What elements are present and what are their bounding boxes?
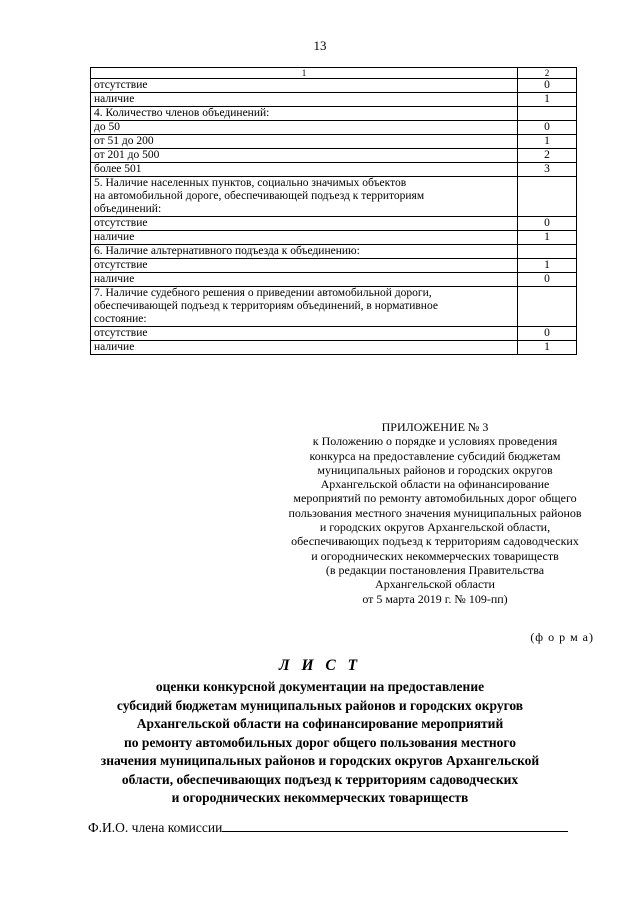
list-subtitle-line: Архангельской области на софинансирование мероприятий (136, 716, 504, 731)
annex-line: и городских округов Архангельской области, (319, 520, 551, 535)
criterion-cell: от 201 до 500 (91, 149, 518, 163)
score-cell: 0 (518, 79, 577, 93)
table-header-row (91, 68, 577, 79)
table-header-criterion: 1 (91, 68, 518, 79)
annex-line: от 5 марта 2019 г. № 109-пп) (362, 591, 508, 606)
criterion-cell: 6. Наличие альтернативного подъезда к объединению: (91, 245, 518, 259)
annex-line: муниципальных районов и городских округов (317, 462, 553, 477)
criterion-cell: наличие (91, 341, 518, 355)
table-row (91, 107, 577, 121)
annex-line: Архангельской области на офинансирование (320, 477, 550, 492)
criterion-cell: наличие (91, 93, 518, 107)
score-cell: 0 (518, 327, 577, 341)
criterion-cell: 5. Наличие населенных пунктов, социально значимых объектов на автомобильной дороге, обеспечивающей подъезд к территориям объединений: (91, 177, 518, 217)
table-row (91, 231, 577, 245)
score-cell: 0 (518, 121, 577, 135)
table-row (91, 121, 577, 135)
table-row (91, 273, 577, 287)
list-subtitle-line: и огороднических некоммерческих товариществ (171, 790, 469, 805)
signature-field (88, 818, 568, 836)
list-subtitle-line: субсидий бюджетам муниципальных районов и городских округов (116, 697, 524, 713)
score-cell: 0 (518, 273, 577, 287)
criterion-cell: наличие (91, 231, 518, 245)
annex-line: обеспечивающих подъезд к территориям садоводческих (291, 534, 579, 549)
criteria-table (90, 67, 577, 355)
criterion-cell: наличие (91, 273, 518, 287)
table-row (91, 341, 577, 355)
criterion-cell: 4. Количество членов объединений: (91, 107, 518, 121)
score-cell: 1 (518, 259, 577, 273)
table-row (91, 287, 577, 327)
table-row (91, 163, 577, 177)
annex-line: Архангельской области (375, 577, 495, 592)
criterion-cell: отсутствие (91, 79, 518, 93)
table-row (91, 327, 577, 341)
criterion-cell: до 50 (91, 121, 518, 135)
form-label: (ф о р м а) (530, 630, 594, 644)
score-cell: 0 (518, 217, 577, 231)
list-subtitle (0, 678, 640, 808)
score-cell: 2 (518, 149, 577, 163)
score-cell (518, 287, 577, 327)
table-row (91, 217, 577, 231)
criterion-cell: от 51 до 200 (91, 135, 518, 149)
list-subtitle-line: по ремонту автомобильных дорог общего пользования местного (124, 734, 516, 750)
table-row (91, 177, 577, 217)
annex-line: к Положению о порядке и условиях проведения (312, 434, 558, 449)
criteria-table-body (91, 68, 577, 355)
criterion-cell: отсутствие (91, 217, 518, 231)
table-row (91, 259, 577, 273)
list-subtitle-line: значения муниципальных районов и городских округов Архангельской (100, 753, 540, 768)
signature-line[interactable] (222, 818, 568, 832)
score-cell: 1 (518, 93, 577, 107)
annex-line: мероприятий по ремонту автомобильных дорог общего (293, 491, 577, 506)
score-cell: 1 (518, 231, 577, 245)
signature-label: Ф.И.О. члена комиссии (88, 820, 223, 835)
table-row (91, 245, 577, 259)
annex-line: (в редакции постановления Правительства (325, 562, 545, 577)
score-cell (518, 177, 577, 217)
score-cell: 3 (518, 163, 577, 177)
criterion-cell: отсутствие (91, 259, 518, 273)
table-row (91, 149, 577, 163)
score-cell: 1 (518, 341, 577, 355)
score-cell: 1 (518, 135, 577, 149)
score-cell (518, 245, 577, 259)
list-title: Л И С Т (278, 657, 362, 674)
criterion-cell: более 501 (91, 163, 518, 177)
table-row (91, 93, 577, 107)
annex-header (270, 420, 600, 606)
page-number: 13 (313, 38, 327, 53)
list-subtitle-line: области, обеспечивающих подъезд к территориям садоводческих (121, 771, 519, 787)
table-header-score: 2 (518, 68, 577, 79)
annex-line: ПРИЛОЖЕНИЕ № 3 (381, 420, 489, 434)
table-row (91, 135, 577, 149)
annex-line: конкурса на предоставление субсидий бюджетам (309, 448, 561, 463)
list-subtitle-line: оценки конкурсной документации на предоставление (155, 679, 485, 694)
criterion-cell: 7. Наличие судебного решения о приведении автомобильной дороги, обеспечивающей подъезд к территориям объединений, в нормативное состояние: (91, 287, 518, 327)
criterion-cell: отсутствие (91, 327, 518, 341)
annex-line: пользования местного значения муниципальных районов (288, 505, 582, 520)
annex-line: и огороднических некоммерческих товариществ (311, 548, 559, 563)
score-cell (518, 107, 577, 121)
table-row (91, 79, 577, 93)
